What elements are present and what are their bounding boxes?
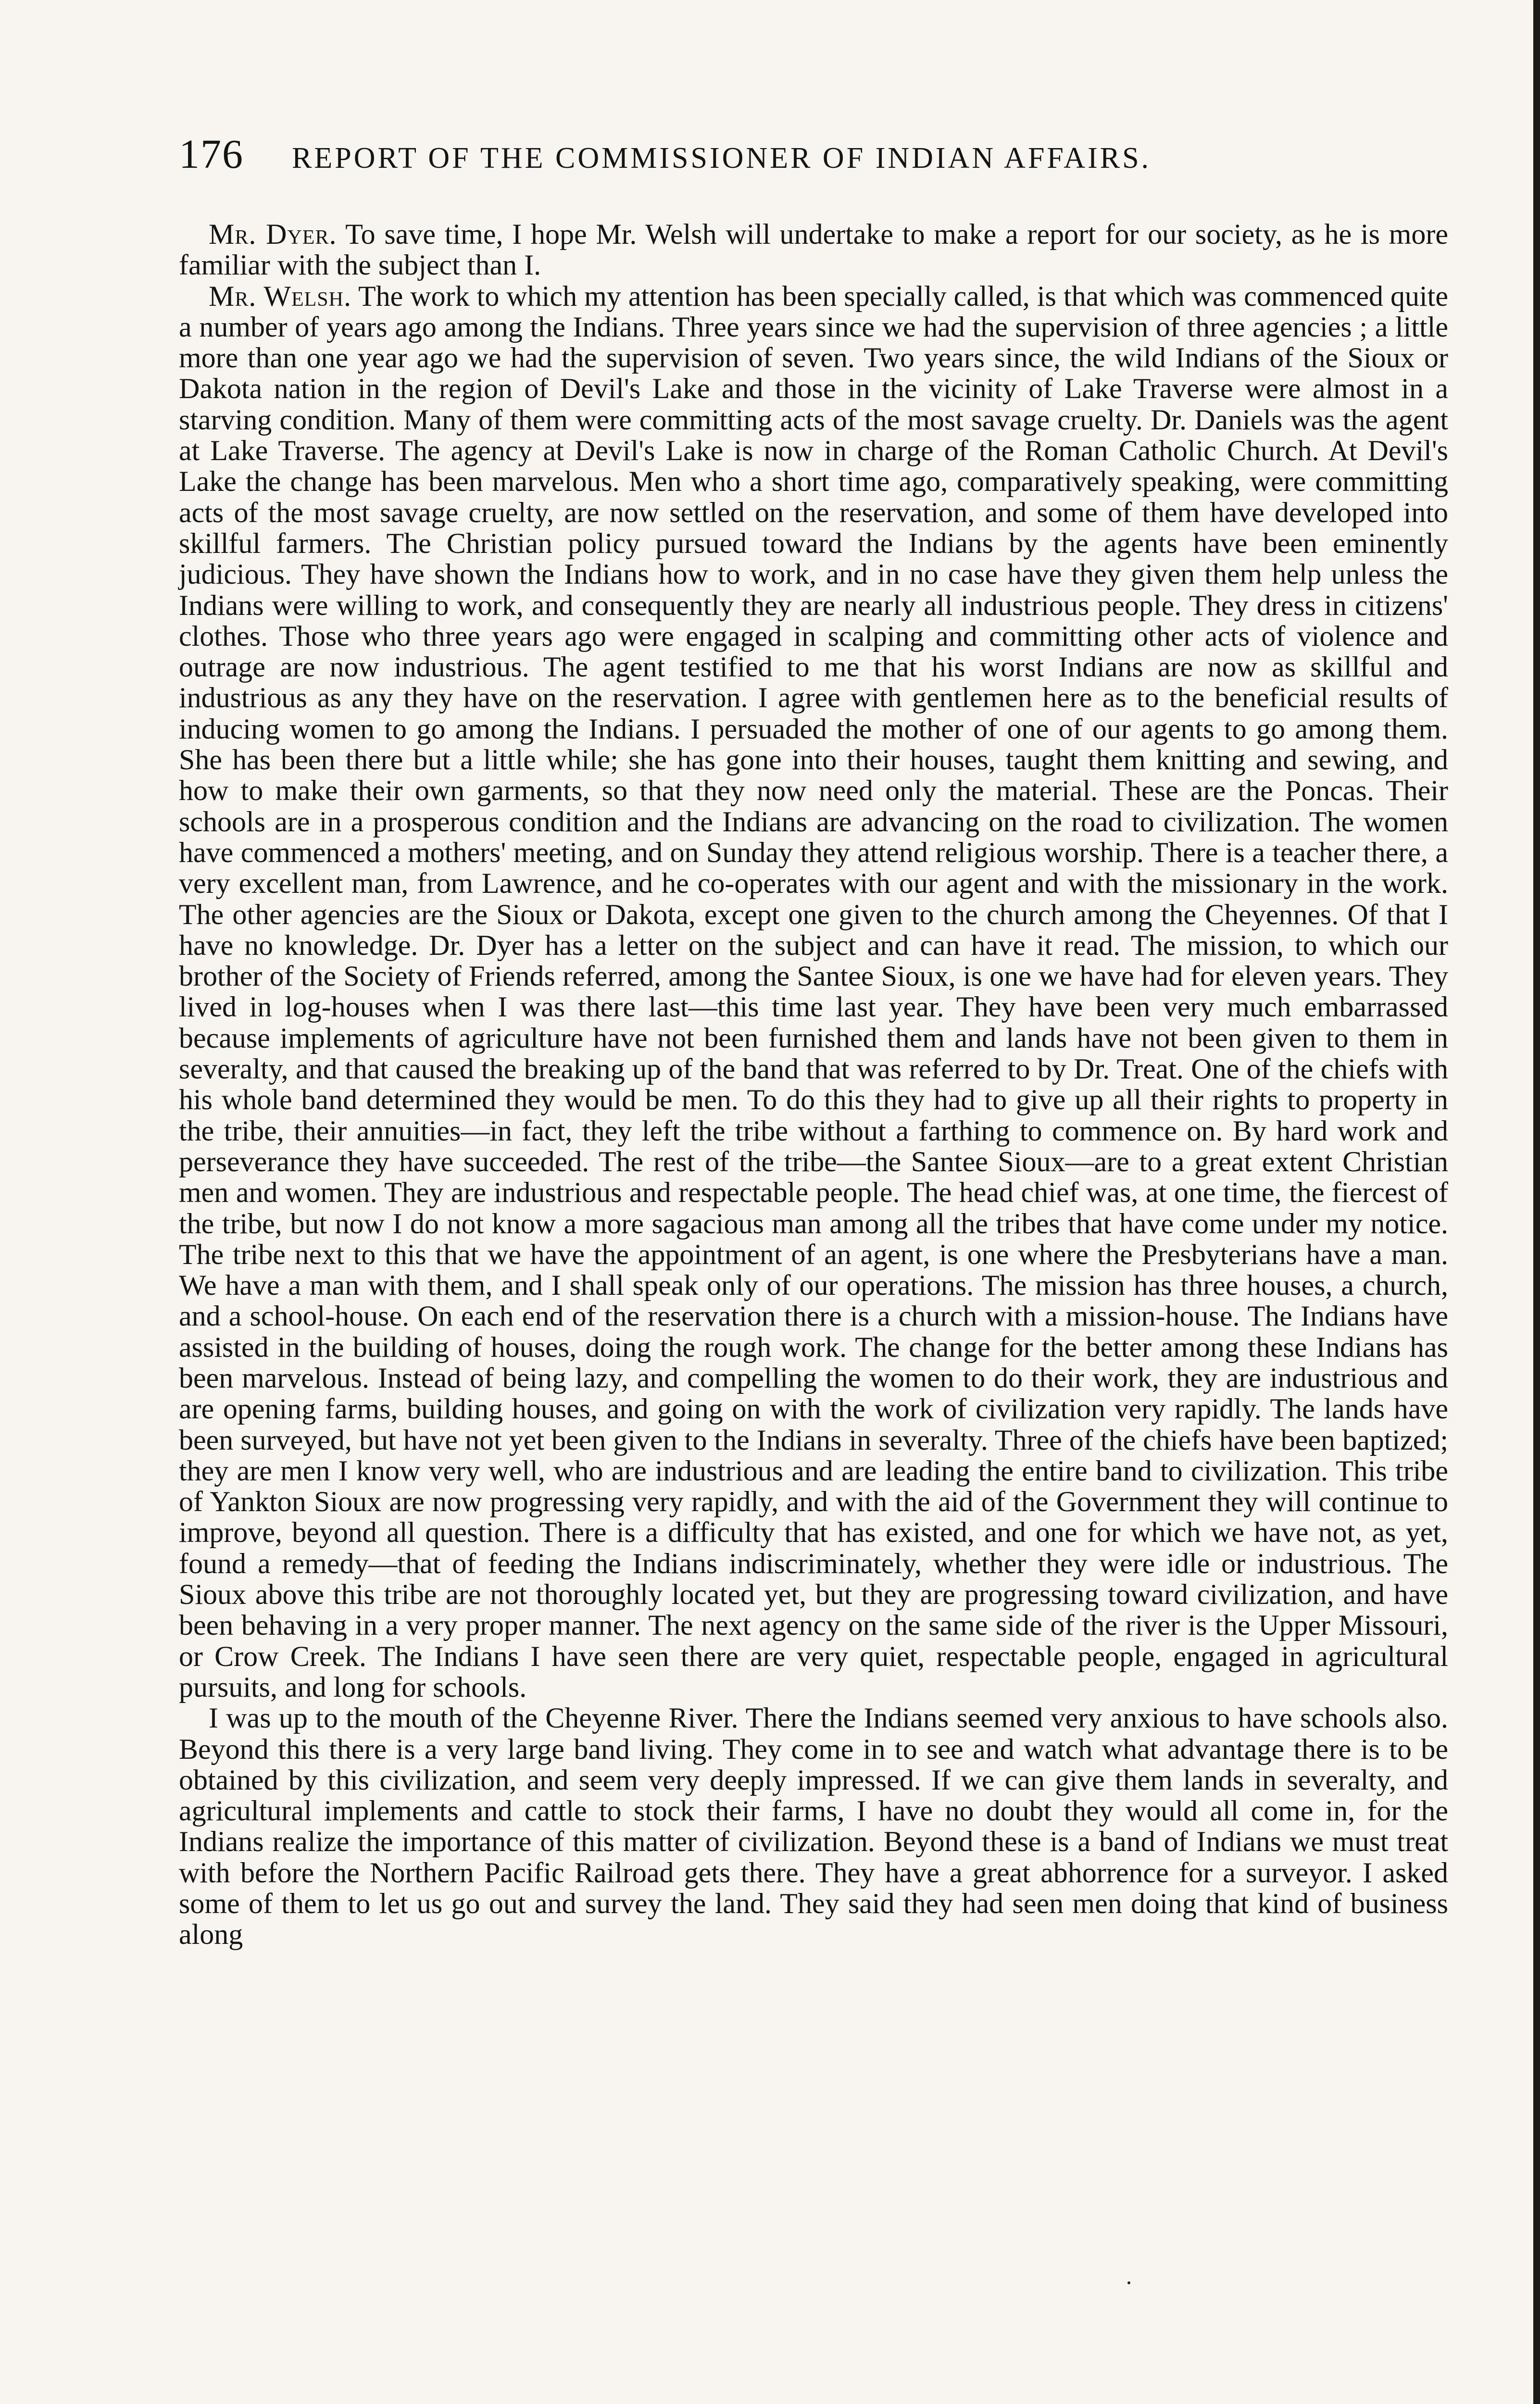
paragraph-welsh — [179, 281, 1448, 1703]
page-header — [179, 130, 1362, 183]
page-number: 176 — [179, 131, 244, 177]
paragraph-dyer — [179, 219, 1448, 281]
paragraph-text: To save time, I hope Mr. Welsh will undertake to make a report for our society, as he is more familiar with the subject than I. — [179, 218, 1448, 281]
running-title: REPORT OF THE COMMISSIONER OF INDIAN AFFAIRS. — [292, 142, 1152, 175]
scan-edge-right — [1533, 0, 1540, 2404]
paragraph-text: The work to which my attention has been specially called, is that which was commenced quite a number of years ago among the Indians. Three years since we had the supervision of three agencies ; a little more than one year ago we had the supervision of seven. Two years since, the wild Indians of the Sioux or Dakota nation in the region of Devil's Lake and those in the vicinity of Lake Traverse were almost in a starving condition. Many of them were committing acts of the most savage cruelty. Dr. Daniels was the agent at Lake Traverse. The agency at Devil's Lake is now in charge of the Roman Catholic Church. At Devil's Lake the change has been marvelous. Men who a short time ago, comparatively speaking, were committing acts of the most savage cruelty, are now settled on the reservation, and some of them have developed into skillful farmers. The Christian policy pursued toward the Indians by the agents have been eminently judicious. They have shown the Indians how to work, and in no case have they given them help unless the Indians were willing to work, and consequently they are nearly all industrious people. They dress in citizens' clothes. Those who three years ago were engaged in scalping and committing other acts of violence and outrage are now industrious. The agent testified to me that his worst Indians are now as skillful and industrious as any they have on the reservation. I agree with gentlemen here as to the beneficial results of inducing women to go among the Indians. I persuaded the mother of one of our agents to go among them. She has been there but a little while; she has gone into their houses, taught them knitting and sewing, and how to make their own garments, so that they now need only the material. These are the Poncas. Their schools are in a prosperous condition and the Indians are advancing on the road to civilization. The women have commenced a mothers' meeting, and on Sunday they attend religious worship. There is a teacher there, a very excellent man, from Lawrence, and he co-operates with our agent and with the missionary in the work. The other agencies are the Sioux or Dakota, except one given to the church among the Cheyennes. Of that I have no knowledge. Dr. Dyer has a letter on the subject and can have it read. The mission, to which our brother of the Society of Friends referred, among the Santee Sioux, is one we have had for eleven years. They lived in log-houses when I was there last—this time last year. They have been very much embarrassed because implements of agriculture have not been furnished them and lands have not been given to them in severalty, and that caused the breaking up of the band that was referred to by Dr. Treat. One of the chiefs with his whole band determined they would be men. To do this they had to give up all their rights to property in the tribe, their annuities—in fact, they left the tribe without a farthing to commence on. By hard work and perseverance they have succeeded. The rest of the tribe—the Santee Sioux—are to a great extent Christian men and women. They are industrious and respectable people. The head chief was, at one time, the fiercest of the tribe, but now I do not know a more sagacious man among all the tribes that have come under my notice. The tribe next to this that we have the appointment of an agent, is one where the Presbyterians have a man. We have a man with them, and I shall speak only of our operations. The mission has three houses, a church, and a school-house. On each end of the reservation there is a church with a mission-house. The Indians have assisted in the building of houses, doing the rough work. The change for the better among these Indians has been marvelous. Instead of being lazy, and compelling the women to do their work, they are industrious and are opening farms, building houses, and going on with the work of civilization very rapidly. The lands have been surveyed, but have not yet been given to the Indians in severalty. Three of the chiefs have been baptized; they are men I know very well, who are industrious and are leading the entire band to civilization. This tribe of Yankton Sioux are now progressing very rapidly, and with the aid of the Government they will continue to improve, beyond all question. There is a difficulty that has existed, and one for which we have not, as yet, found a remedy—that of feeding the Indians indiscriminately, whether they were idle or industrious. The Sioux above this tribe are not thoroughly located yet, but they are progressing toward civilization, and have been behaving in a very proper manner. The next agency on the same side of the river is the Upper Missouri, or Crow Creek. The Indians I have seen there are very quiet, respectable people, engaged in agricultural pursuits, and long for schools. — [179, 280, 1448, 1703]
speaker-name: Mr. Dyer. — [209, 218, 337, 250]
paragraph-text: I was up to the mouth of the Cheyenne River. There the Indians seemed very anxious to have schools also. Beyond this there is a very large band living. They come in to see and watch what advantage there is to be obtained by this civilization, and seem very deeply impressed. If we can give them lands in severalty, and agricultural implements and cattle to stock their farms, I have no doubt they would all come in, for the Indians realize the importance of this matter of civilization. Beyond these is a band of Indians we must treat with before the Northern Pacific Railroad gets there. They have a great abhorrence for a surveyor. I asked some of them to let us go out and survey the land. They said they had seen men doing that kind of business along — [179, 1702, 1448, 1951]
speaker-name: Mr. Welsh. — [209, 280, 351, 312]
paragraph-cheyenne-river — [179, 1703, 1448, 1950]
stray-ink-mark — [1127, 2281, 1130, 2284]
body-text — [179, 219, 1448, 1950]
